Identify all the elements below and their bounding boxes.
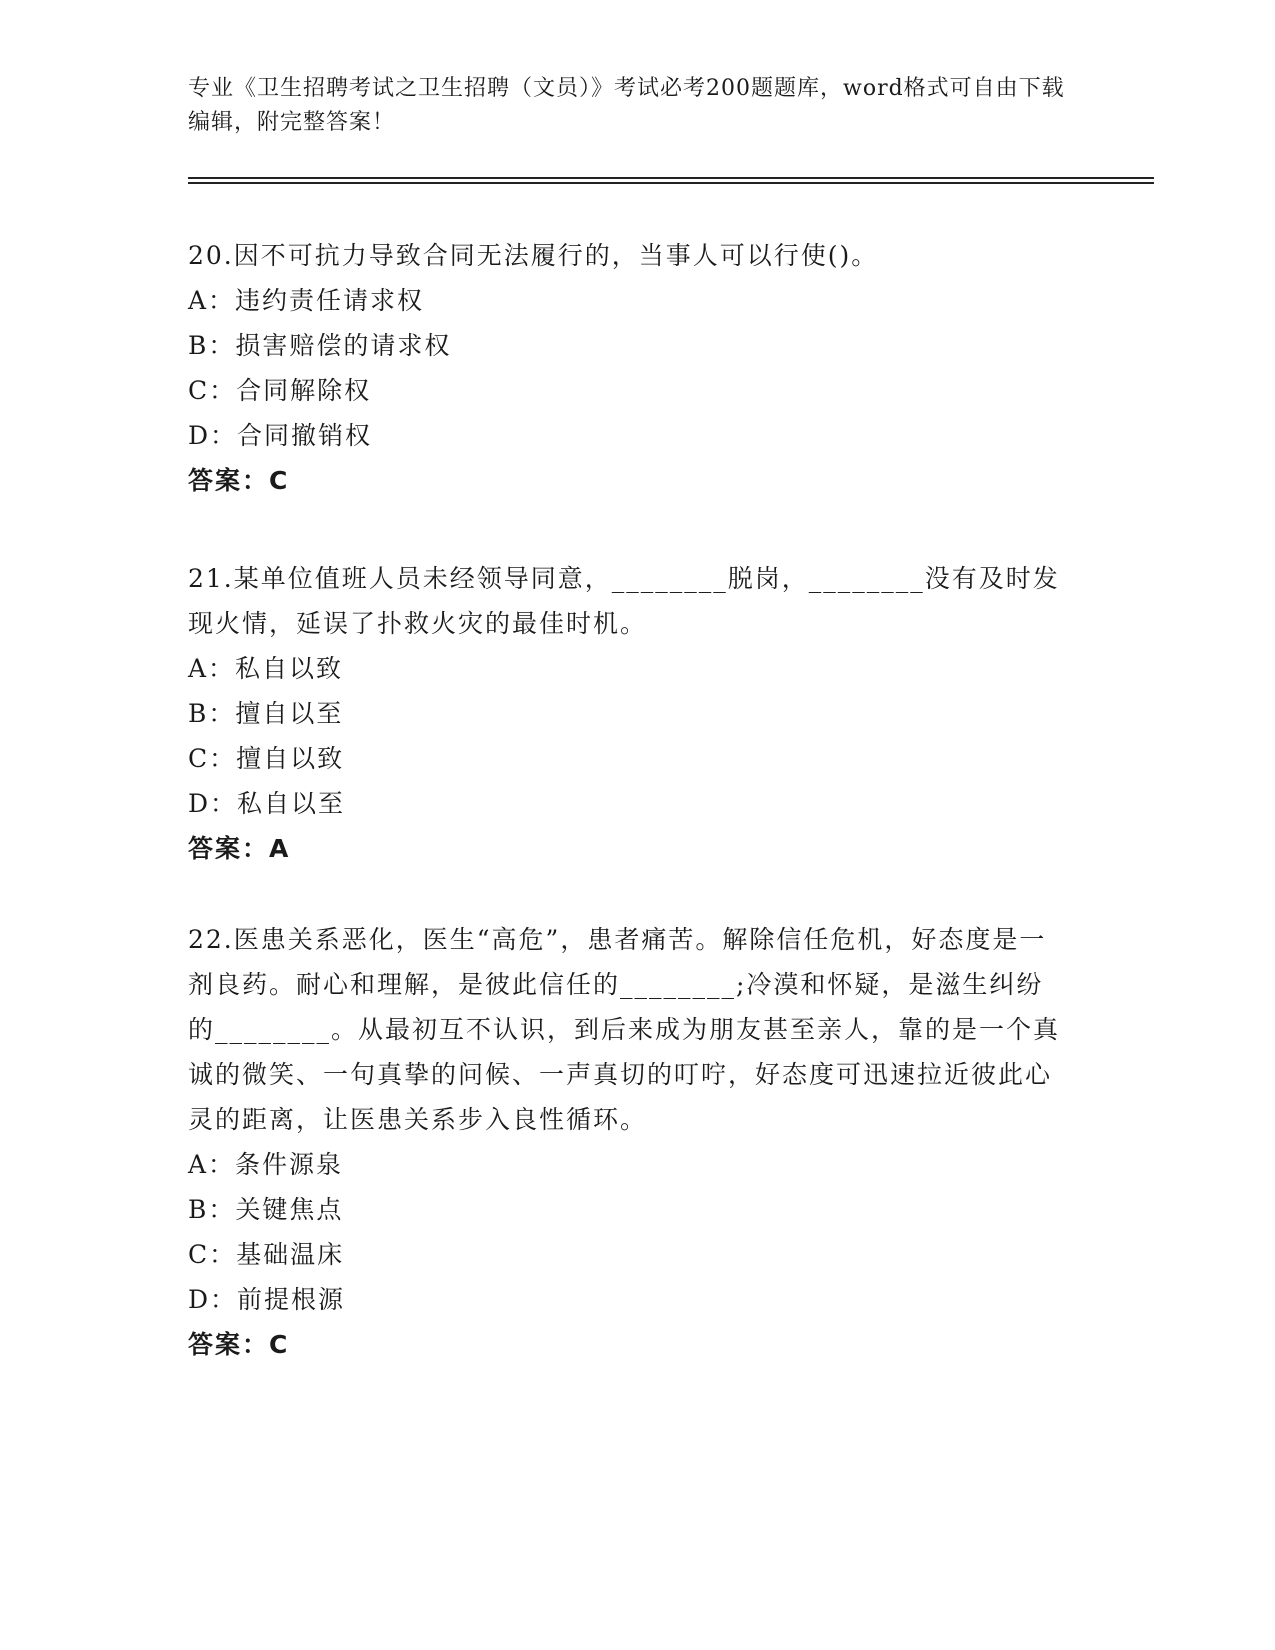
- option-b: B：擅自以至: [188, 699, 344, 728]
- question-stem: 22.医患关系恶化，医生“高危”，患者痛苦。解除信任危机，好态度是一剂良药。耐心和理解，是彼此信任的________;冷漠和怀疑，是滋生纠纷的________。从最初互不认识，到后来成为朋友甚至亲人，靠的是一个真诚的微笑、一句真挚的问候、一声真切的叮咛，好态度可迅速拉近彼此心灵的距离，让医患关系步入良性循环。: [188, 925, 1061, 1134]
- option-d: D：私自以至: [188, 789, 346, 818]
- option-a: A：私自以致: [188, 654, 344, 683]
- option-b: B：关键焦点: [188, 1195, 344, 1224]
- question-20: [188, 233, 1068, 503]
- option-b: B：损害赔偿的请求权: [188, 331, 452, 360]
- question-22: [188, 917, 1068, 1367]
- option-c: C：基础温床: [188, 1240, 345, 1269]
- answer-line: 答案：A: [188, 834, 291, 863]
- header-divider-bottom: [188, 182, 1154, 184]
- question-stem: 20.因不可抗力导致合同无法履行的，当事人可以行使()。: [188, 241, 879, 270]
- header-divider-top: [188, 177, 1154, 179]
- answer-line: 答案：C: [188, 1330, 290, 1359]
- option-a: A：违约责任请求权: [188, 286, 425, 315]
- document-header: 专业《卫生招聘考试之卫生招聘（文员）》考试必考200题题库，word格式可自由下载编辑，附完整答案！: [188, 76, 1065, 135]
- option-a: A：条件源泉: [188, 1150, 344, 1179]
- question-21: [188, 556, 1068, 871]
- answer-line: 答案：C: [188, 466, 290, 495]
- option-c: C：合同解除权: [188, 376, 372, 405]
- question-stem: 21.某单位值班人员未经领导同意，________脱岗，________没有及时发现火情，延误了扑救火灾的最佳时机。: [188, 564, 1060, 638]
- option-d: D：前提根源: [188, 1285, 346, 1314]
- option-d: D：合同撤销权: [188, 421, 373, 450]
- option-c: C：擅自以致: [188, 744, 345, 773]
